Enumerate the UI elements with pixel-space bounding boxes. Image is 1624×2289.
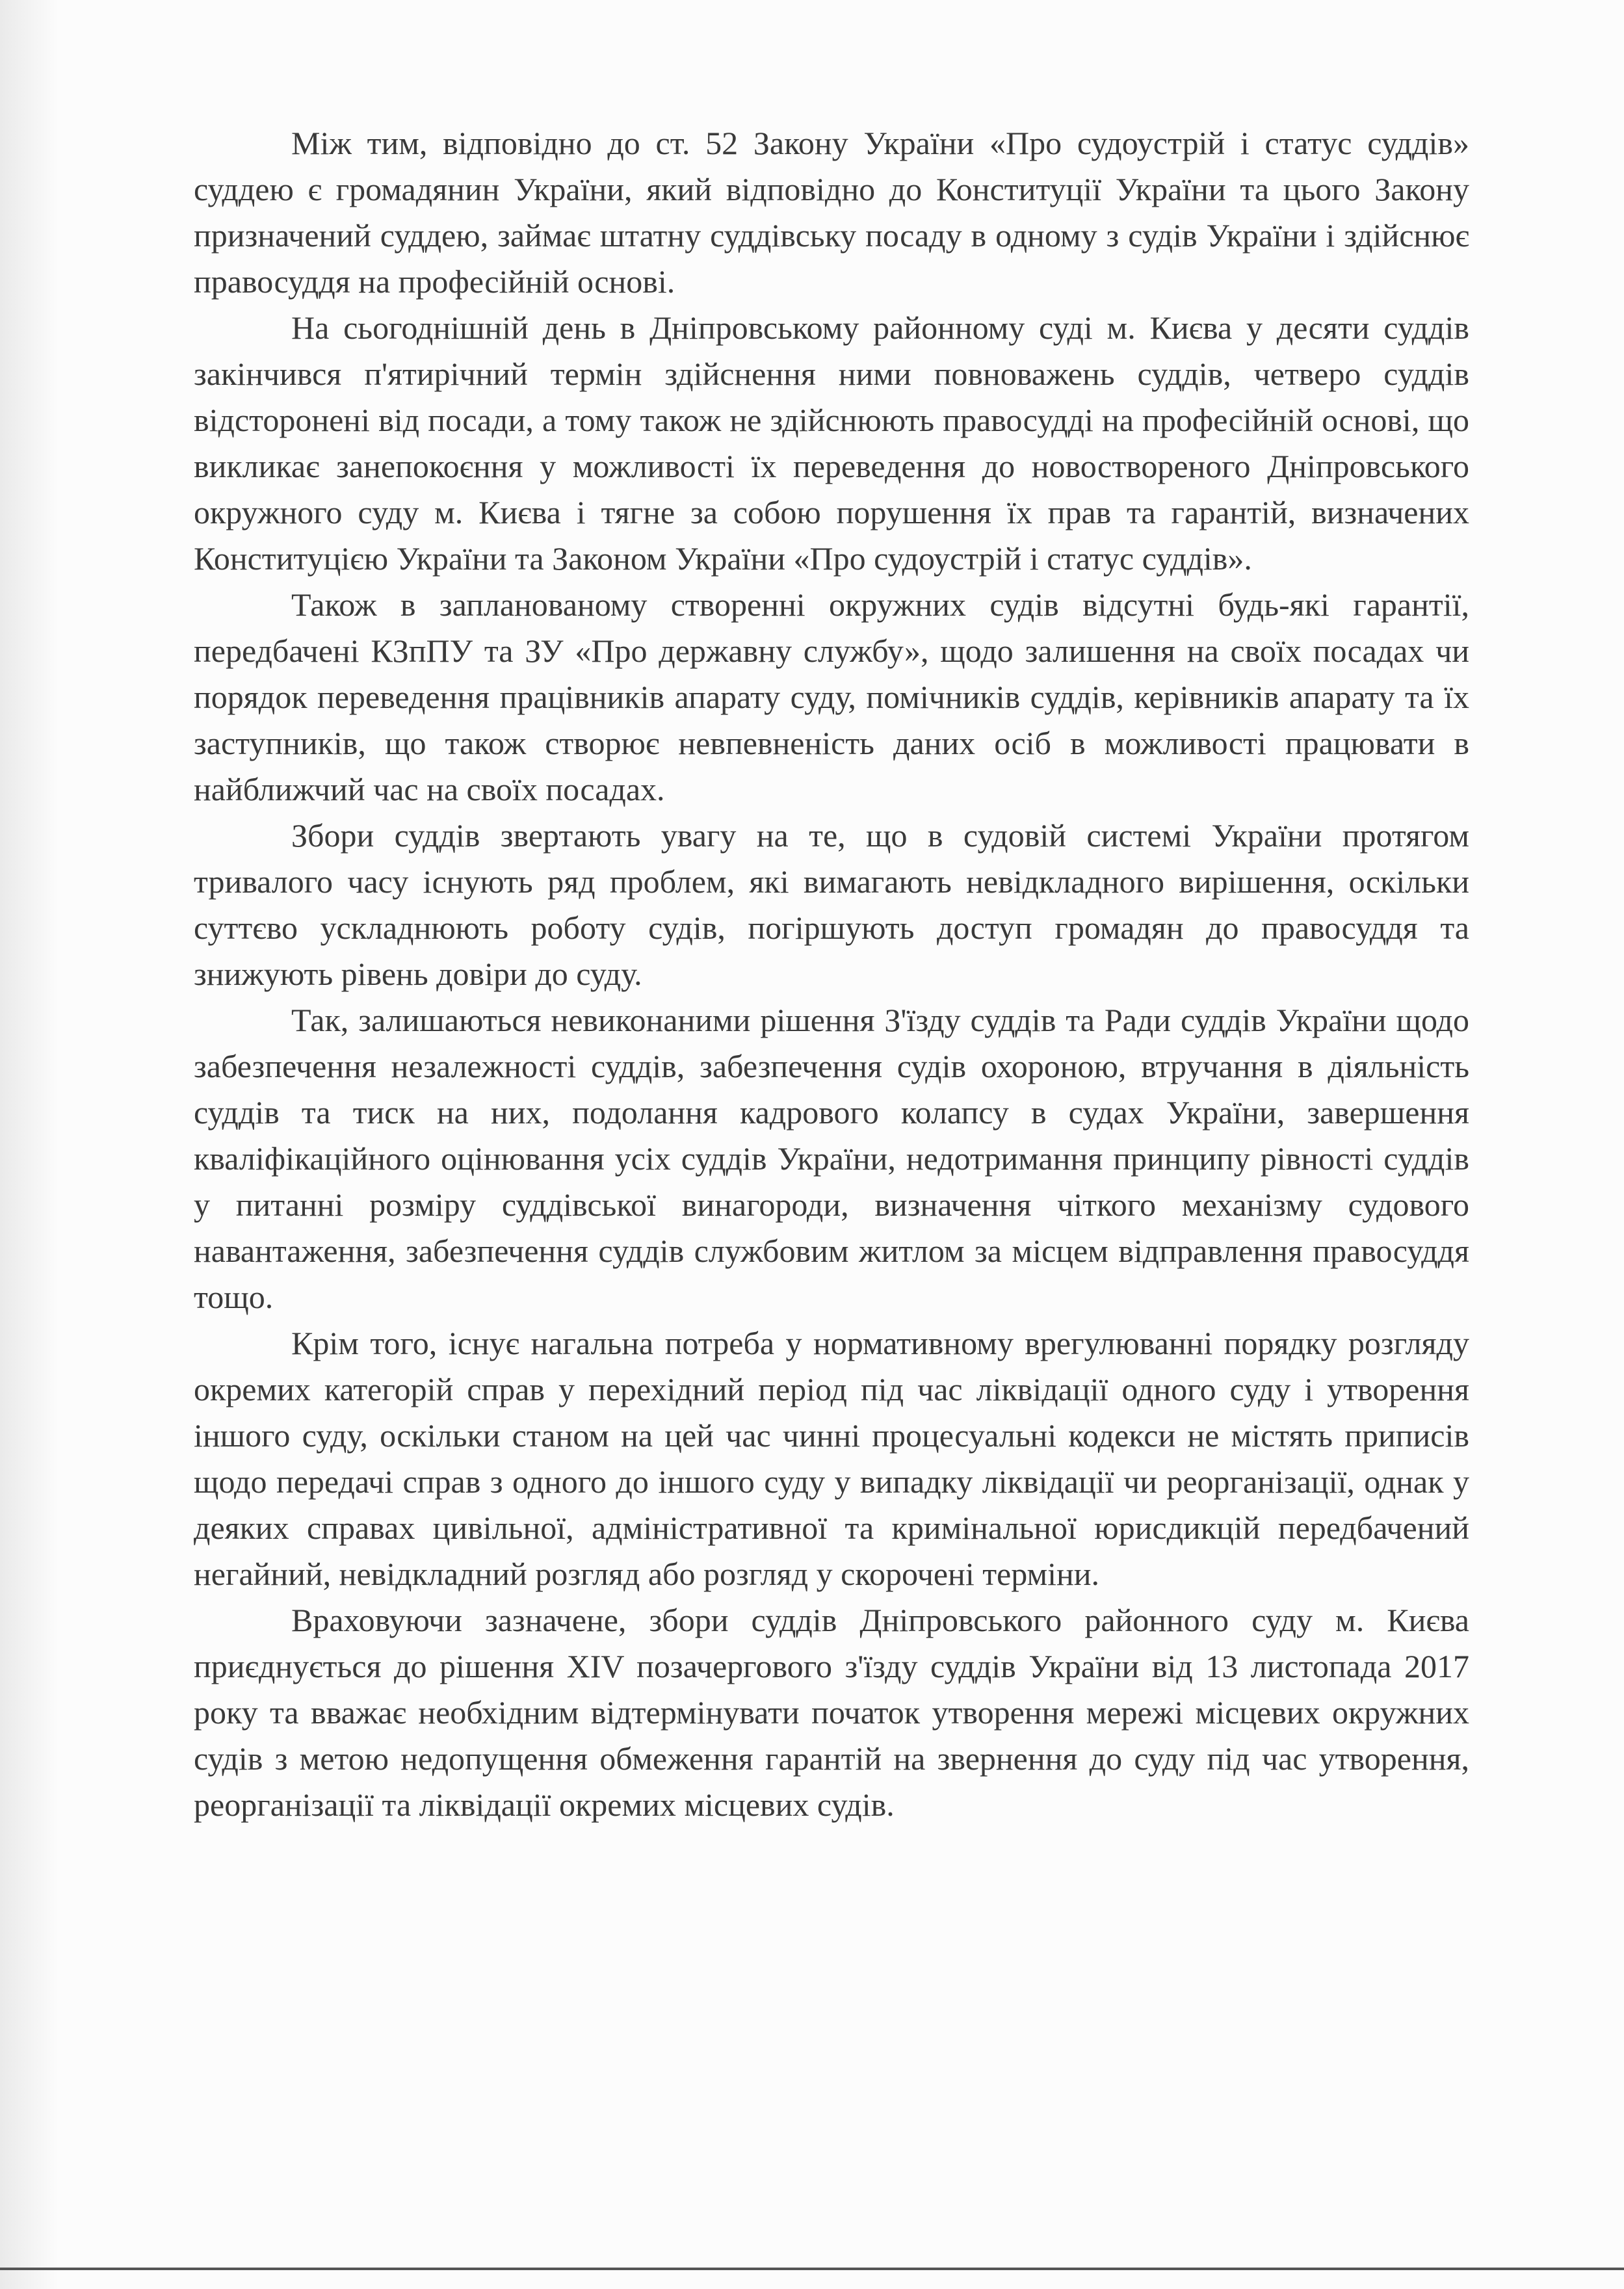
- paragraph-dnipro-court-judges: На сьогоднішній день в Дніпровському районному суді м. Києва у десяти суддів закінчився п'ятирічний термін здійснення ними повноважень суддів, четверо суддів відсторонені від посади, а тому також не здійснюють правосудді на професійній основі, що викликає занепокоєння у можливості їх переведення до новоствореного Дніпровського окружного суду м. Києва і тягне за собою порушення їх прав та гарантій, визначених Конституцією України та Законом України «Про судоустрій і статус суддів».: [194, 309, 1469, 577]
- paragraph-judge-definition: Між тим, відповідно до ст. 52 Закону України «Про судоустрій і статус суддів» суддею є громадянин України, який відповідно до Конституції України та цього Закону призначений суддею, займає штатну суддівську посаду в одному з судів України і здійснює правосуддя на професійній основі.: [194, 125, 1469, 300]
- paragraph-staff-guarantees: Також в запланованому створенні окружних судів відсутні будь-які гарантії, передбачені КЗпПУ та ЗУ «Про державну службу», щодо залишення на своїх посадах чи порядок переведення працівників апарату суду, помічників суддів, керівників апарату та їх заступників, що також створює невпевненість даних осіб в можливості працювати в найближчий час на своїх посадах.: [194, 586, 1469, 807]
- document-body: [194, 120, 1469, 1828]
- paragraph-resolution: Враховуючи зазначене, збори суддів Дніпровського районного суду м. Києва приєднується до рішення XIV позачергового з'їзду суддів України від 13 листопада 2017 року та вважає необхідним відтермінувати початок утворення мережі місцевих окружних судів з метою недопущення обмеження гарантій на звернення до суду під час утворення, реорганізації та ліквідації окремих місцевих судів.: [194, 1602, 1469, 1823]
- paragraph-unfulfilled-decisions: Так, залишаються невиконаними рішення З'їзду суддів та Ради суддів України щодо забезпечення незалежності суддів, забезпечення судів охороною, втручання в діяльність суддів та тиск на них, подолання кадрового колапсу в судах України, завершення кваліфікаційного оцінювання усіх суддів України, недотримання принципу рівності суддів у питанні розміру суддівської винагороди, визначення чіткого механізму судового навантаження, забезпечення суддів службовим житлом за місцем відправлення правосуддя тощо.: [194, 1002, 1469, 1315]
- paragraph-transition-regulation: Крім того, існує нагальна потреба у нормативному врегулюванні порядку розгляду окремих категорій справ у перехідний період під час ліквідації одного суду і утворення іншого суду, оскільки станом на цей час чинні процесуальні кодекси не містять приписів щодо передачі справ з одного до іншого суду у випадку ліквідації чи реорганізації, однак у деяких справах цивільної, адміністративної та кримінальної юрисдикцій передбачений негайний, невідкладний розгляд або розгляд у скорочені терміни.: [194, 1325, 1469, 1592]
- paragraph-judicial-problems: Збори суддів звертають увагу на те, що в судовій системі України протягом тривалого часу існують ряд проблем, які вимагають невідкладного вирішення, оскільки суттєво ускладнюють роботу судів, погіршують доступ громадян до правосуддя та знижують рівень довіри до суду.: [194, 817, 1469, 992]
- scan-edge-shadow: [0, 0, 59, 2289]
- page-bottom-edge-line: [0, 2268, 1624, 2270]
